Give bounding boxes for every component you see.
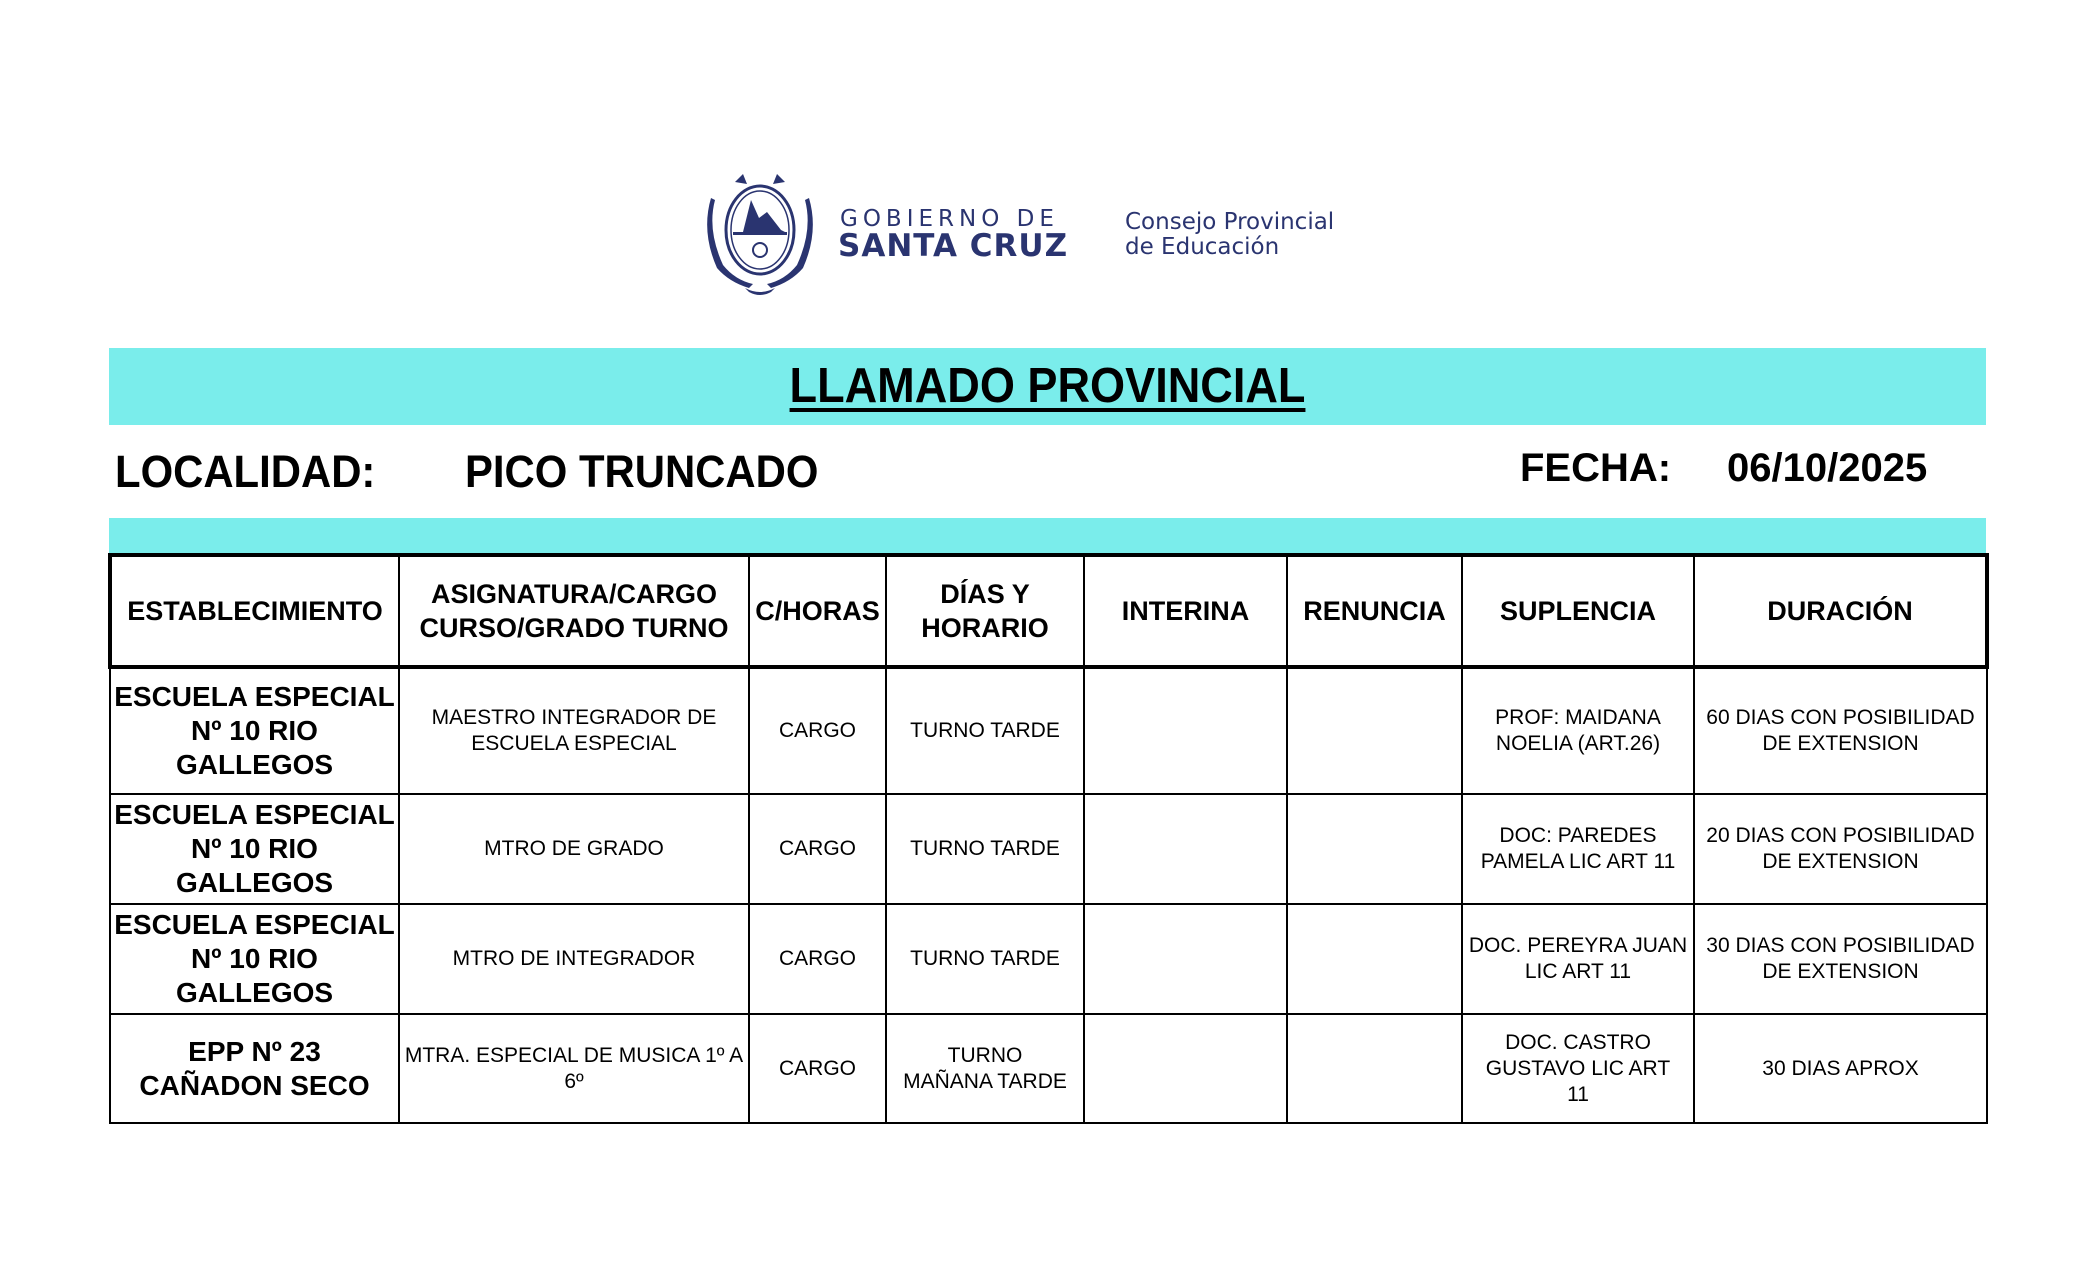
localidad-value: PICO TRUNCADO bbox=[465, 446, 819, 497]
cell-duracion: 30 DIAS APROX bbox=[1694, 1014, 1987, 1123]
fecha-value: 06/10/2025 bbox=[1727, 446, 1928, 490]
cell-horas: CARGO bbox=[749, 1014, 886, 1123]
cell-horario: TURNO TARDE bbox=[886, 667, 1084, 794]
col-header-horario: DÍAS Y HORARIO bbox=[886, 555, 1084, 667]
cell-horas: CARGO bbox=[749, 794, 886, 904]
cell-renuncia bbox=[1287, 904, 1462, 1014]
cell-asignatura: MTRA. ESPECIAL DE MUSICA 1º A 6º bbox=[399, 1014, 749, 1123]
col-header-asignatura: ASIGNATURA/CARGO CURSO/GRADO TURNO bbox=[399, 555, 749, 667]
table-row bbox=[110, 1014, 1987, 1123]
page-title: LLAMADO PROVINCIAL bbox=[789, 359, 1306, 413]
col-header-establecimiento: ESTABLECIMIENTO bbox=[110, 555, 399, 667]
cell-asignatura: MTRO DE INTEGRADOR bbox=[399, 904, 749, 1014]
table-row bbox=[110, 667, 1987, 794]
council-line-1: Consejo Provincial bbox=[1125, 209, 1335, 235]
cell-suplencia: DOC: PAREDES PAMELA LIC ART 11 bbox=[1462, 794, 1694, 904]
col-header-renuncia: RENUNCIA bbox=[1287, 555, 1462, 667]
cell-asignatura: MTRO DE GRADO bbox=[399, 794, 749, 904]
table-header-row bbox=[110, 555, 1987, 667]
cell-suplencia: DOC. CASTRO GUSTAVO LIC ART 11 bbox=[1462, 1014, 1694, 1123]
cell-horario: TURNO MAÑANA TARDE bbox=[886, 1014, 1084, 1123]
cell-duracion: 30 DIAS CON POSIBILIDAD DE EXTENSION bbox=[1694, 904, 1987, 1014]
cell-interina bbox=[1084, 904, 1287, 1014]
col-header-horas: C/HORAS bbox=[749, 555, 886, 667]
cell-suplencia: PROF: MAIDANA NOELIA (ART.26) bbox=[1462, 667, 1694, 794]
cell-suplencia: DOC. PEREYRA JUAN LIC ART 11 bbox=[1462, 904, 1694, 1014]
cell-renuncia bbox=[1287, 667, 1462, 794]
fecha-label: FECHA: bbox=[1520, 446, 1672, 490]
council-line-2: de Educación bbox=[1125, 234, 1280, 260]
cell-interina bbox=[1084, 667, 1287, 794]
santa-cruz-seal-icon bbox=[705, 170, 815, 295]
localidad-label: LOCALIDAD: bbox=[115, 446, 376, 497]
cell-horario: TURNO TARDE bbox=[886, 904, 1084, 1014]
council-name bbox=[1125, 210, 1334, 260]
cell-horas: CARGO bbox=[749, 667, 886, 794]
cell-horario: TURNO TARDE bbox=[886, 794, 1084, 904]
cell-establecimiento: ESCUELA ESPECIAL Nº 10 RIO GALLEGOS bbox=[110, 794, 399, 904]
col-header-interina: INTERINA bbox=[1084, 555, 1287, 667]
cell-renuncia bbox=[1287, 794, 1462, 904]
separator-banner bbox=[109, 518, 1986, 553]
cell-duracion: 20 DIAS CON POSIBILIDAD DE EXTENSION bbox=[1694, 794, 1987, 904]
col-header-suplencia: SUPLENCIA bbox=[1462, 555, 1694, 667]
cell-establecimiento: EPP Nº 23 CAÑADON SECO bbox=[110, 1014, 399, 1123]
title-banner bbox=[109, 348, 1986, 425]
cell-duracion: 60 DIAS CON POSIBILIDAD DE EXTENSION bbox=[1694, 667, 1987, 794]
cell-establecimiento: ESCUELA ESPECIAL Nº 10 RIO GALLEGOS bbox=[110, 667, 399, 794]
cell-horas: CARGO bbox=[749, 904, 886, 1014]
header-logo bbox=[705, 170, 1355, 300]
vacancies-table bbox=[108, 553, 1989, 1124]
cell-renuncia bbox=[1287, 1014, 1462, 1123]
logo-text-gobierno: GOBIERNO DE bbox=[840, 206, 1059, 232]
logo-text-santa-cruz: SANTA CRUZ bbox=[838, 228, 1069, 264]
table-row bbox=[110, 794, 1987, 904]
cell-establecimiento: ESCUELA ESPECIAL Nº 10 RIO GALLEGOS bbox=[110, 904, 399, 1014]
table-row bbox=[110, 904, 1987, 1014]
cell-asignatura: MAESTRO INTEGRADOR DE ESCUELA ESPECIAL bbox=[399, 667, 749, 794]
cell-interina bbox=[1084, 794, 1287, 904]
col-header-duracion: DURACIÓN bbox=[1694, 555, 1987, 667]
cell-interina bbox=[1084, 1014, 1287, 1123]
